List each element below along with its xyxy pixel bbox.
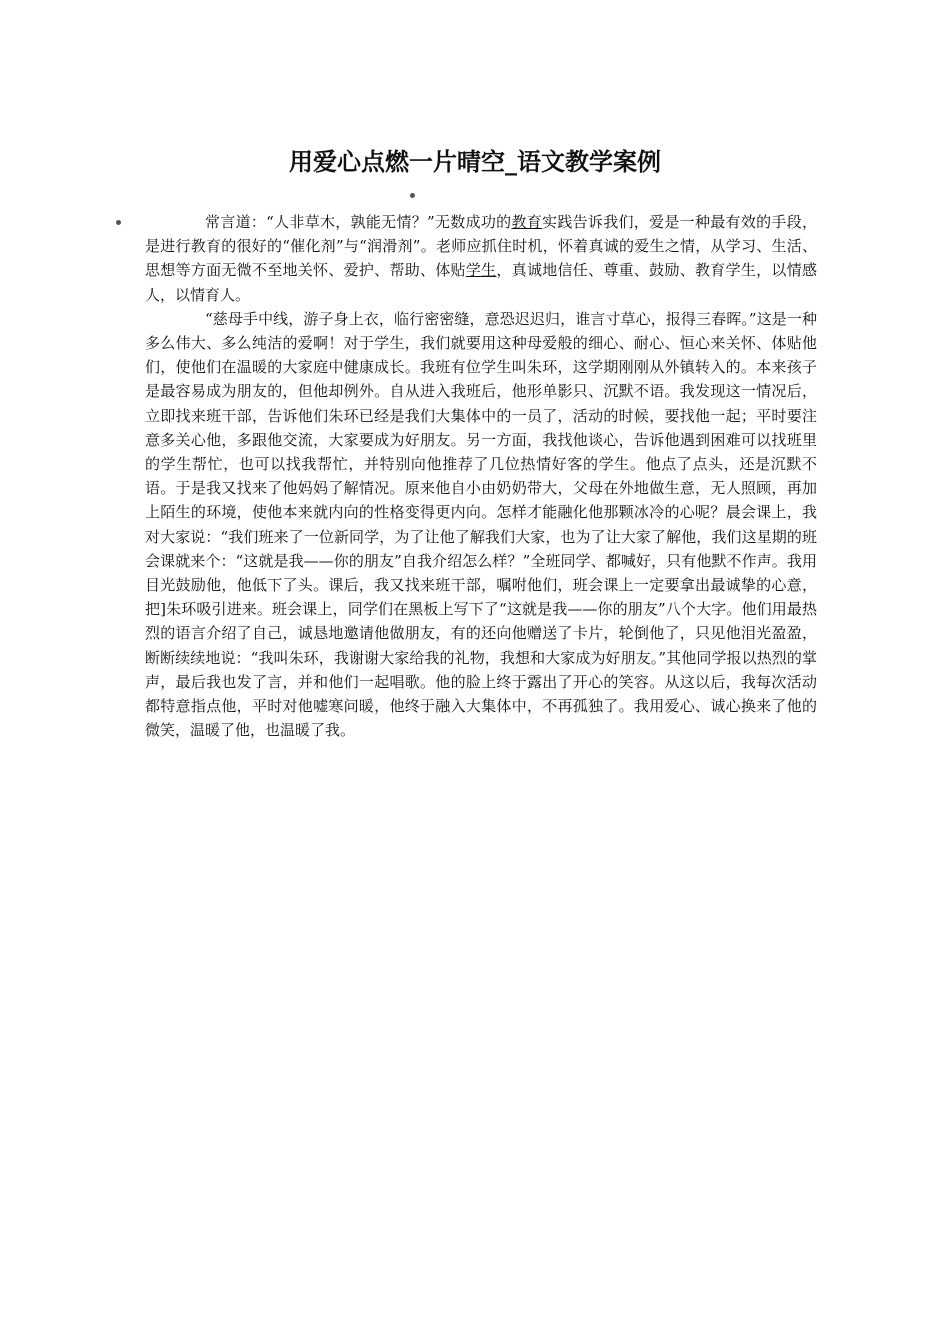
education-link[interactable]: 教育 <box>511 213 543 231</box>
student-link[interactable]: 学生 <box>465 261 497 280</box>
article-body <box>145 210 817 742</box>
bullet-icon <box>410 193 415 198</box>
paragraph-1 <box>145 210 817 307</box>
document-title: 用爱心点燃一片晴空_语文教学案例 <box>289 148 661 176</box>
paragraph-2: “慈母手中线，游子身上衣，临行密密缝，意恐迟迟归，谁言寸草心，报得三春晖。”这是一种多么伟大、多么纯洁的爱啊！对于学生，我们就要用这种母爱般的细心、耐心、恒心来关怀、体贴他们，使他们在温暖的大家庭中健康成长。我班有位学生叫朱环，这学期刚刚从外镇转入的。本来孩子是最容易成为朋友的，但他却例外。自从进入我班后，他形单影只、沉默不语。我发现这一情况后，立即找来班干部，告诉他们朱环已经是我们大集体中的一员了，活动的时候，要找他一起；平时要注意多关心他，多跟他交流，大家要成为好朋友。另一方面，我找他谈心，告诉他遇到困难可以找班里的学生帮忙，也可以找我帮忙，并特别向他推荐了几位热情好客的学生。他点了点头，还是沉默不语。于是我又找来了他妈妈了解情况。原来他自小由奶奶带大，父母在外地做生意，无人照顾，再加上陌生的环境，使他本来就内向的性格变得更内向。怎样才能融化他那颗冰冷的心呢？晨会课上，我对大家说：“我们班来了一位新同学，为了让他了解我们大家，也为了让大家了解他，我们这星期的班会课就来个：“这就是我——你的朋友”自我介绍怎么样？”全班同学、都喊好，只有他默不作声。我用目光鼓励他，他低下了头。课后，我又找来班干部，嘱咐他们，班会课上一定要拿出最诚挚的心意，把]朱环吸引进来。班会课上，同学们在黑板上写下了“这就是我——你的朋友”八个大字。他们用最热烈的语言介绍了自己，诚恳地邀请他做朋友，有的还向他赠送了卡片，轮倒他了，只见他泪光盈盈，断断续续地说：“我叫朱环，我谢谢大家给我的礼物，我想和大家成为好朋友。”其他同学报以热烈的掌声，最后我也发了言，并和他们一起唱歌。他的脸上终于露出了开心的笑容。从这以后，我每次活动都特意指点他，平时对他嘘寒问暖，他终于融入大集体中，不再孤独了。我用爱心、诚心换来了他的微笑，温暖了他，也温暖了我。 <box>145 309 817 740</box>
list-bullet-icon <box>116 220 121 225</box>
paragraph-1-text-a: 常言道：“人非草木，孰能无情？”无数成功的 <box>205 213 512 231</box>
paragraph-1-text-b: 实践告诉我们，爱是一种最有效的手段，是进行教育的很好的“催化剂”与“润滑剂”。老师应抓住时机，怀着真诚的爱生之情，从学习、生活、思想等方面无微不至地关怀、爱护、帮助、体贴 <box>145 213 817 280</box>
paragraph-1-text-c: ，真诚地信任、尊重、鼓励、教育学生，以情感人，以情育人。 <box>145 261 817 304</box>
